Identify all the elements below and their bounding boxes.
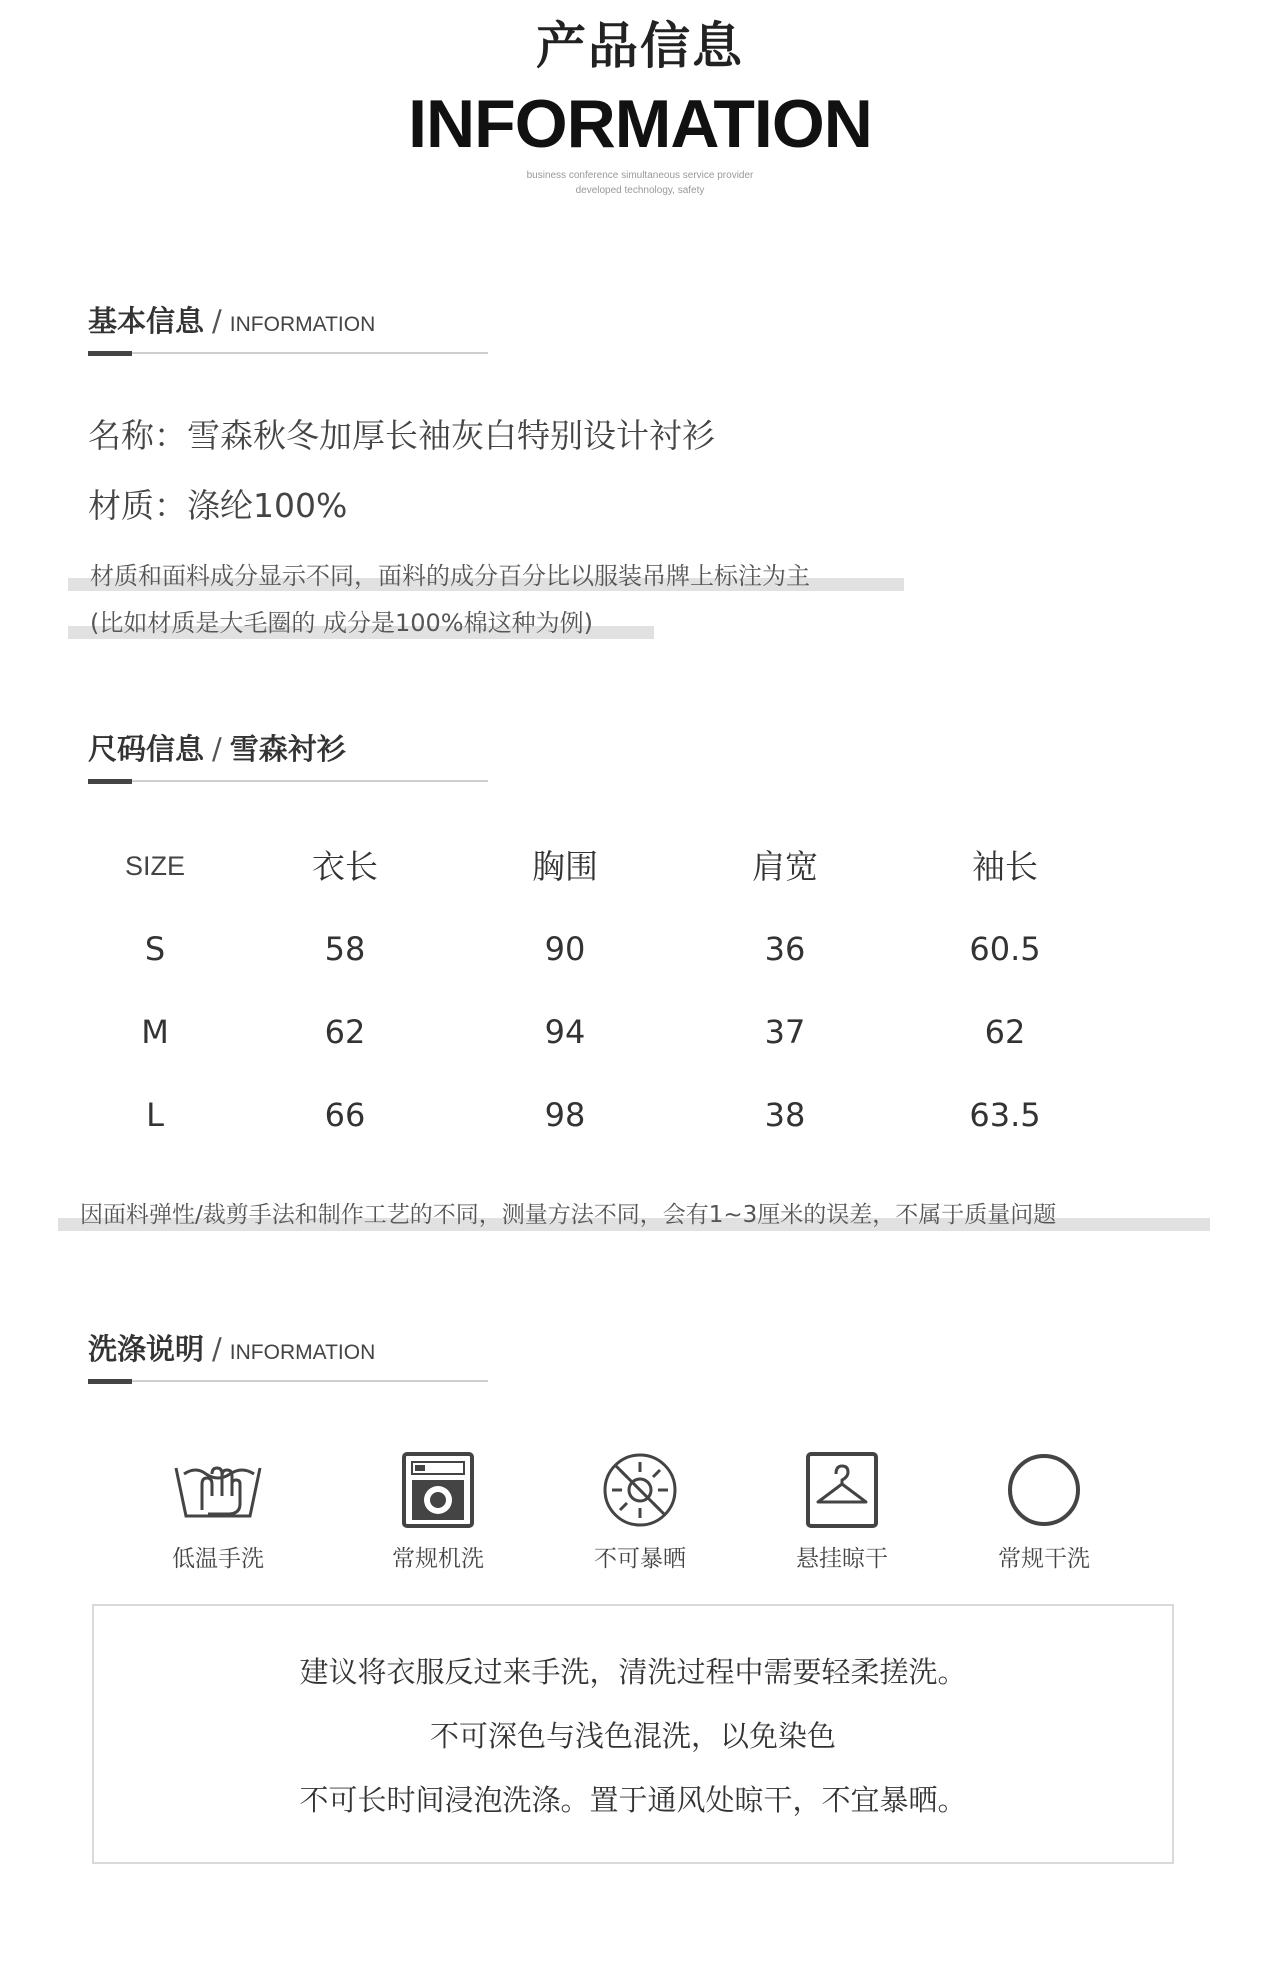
- care-label: 常规机洗: [392, 1546, 484, 1572]
- column-header: 胸围: [532, 847, 598, 886]
- page-subtitle: [0, 168, 1280, 198]
- table-cell: 38: [764, 1096, 806, 1134]
- section-title-cn: 基本信息: [88, 304, 205, 338]
- table-cell: 36: [764, 930, 806, 968]
- advice-line: 建议将衣服反过来手洗，清洗过程中需要轻柔搓洗。: [299, 1655, 967, 1689]
- hanger-icon: [796, 1450, 888, 1530]
- section-accent-bar: [88, 1379, 132, 1384]
- section-separator: /: [212, 1332, 222, 1366]
- table-cell: 90: [544, 930, 586, 968]
- section-heading-basic-info: [88, 294, 488, 354]
- table-cell: 58: [324, 930, 366, 968]
- size-note: 因面料弹性/裁剪手法和制作工艺的不同，测量方法不同，会有1~3厘米的误差，不属于质量问题: [80, 1202, 1057, 1228]
- section-accent-bar: [88, 779, 132, 784]
- section-heading-size-info: [88, 722, 488, 782]
- column-header: 袖长: [972, 847, 1038, 886]
- table-row: [70, 1074, 1100, 1157]
- care-label: 不可暴晒: [594, 1546, 686, 1572]
- no-sun-icon: [594, 1450, 686, 1530]
- dry-clean-icon: [998, 1450, 1090, 1530]
- care-item-hand-wash: [148, 1450, 288, 1573]
- table-row: [70, 991, 1100, 1074]
- material-note-line-2: (比如材质是大毛圈的 成分是100%棉这种为例): [90, 609, 593, 637]
- table-cell: 98: [544, 1096, 586, 1134]
- section-title-en: INFORMATION: [229, 313, 376, 336]
- care-item-machine-wash: [368, 1450, 508, 1573]
- table-cell: 37: [764, 1013, 806, 1051]
- advice-line: 不可深色与浅色混洗，以免染色: [429, 1719, 836, 1753]
- care-item-hang-dry: [772, 1450, 912, 1573]
- section-divider: [88, 780, 488, 782]
- material-note-line-1: 材质和面料成分显示不同，面料的成分百分比以服装吊牌上标注为主: [90, 562, 810, 590]
- page-title-cn: 产品信息: [536, 17, 744, 75]
- page-title-en: INFORMATION: [408, 86, 872, 162]
- care-item-no-sun: [570, 1450, 710, 1573]
- subtitle-line-1: business conference simultaneous service provider: [526, 170, 754, 181]
- washing-machine-icon: [392, 1450, 484, 1530]
- care-label: 常规干洗: [998, 1546, 1090, 1572]
- table-cell: 62: [984, 1013, 1026, 1051]
- table-cell: 66: [324, 1096, 366, 1134]
- product-name: 名称：雪森秋冬加厚长袖灰白特别设计衬衫: [88, 416, 715, 455]
- care-label: 低温手洗: [172, 1546, 264, 1572]
- table-cell: 60.5: [969, 930, 1041, 968]
- section-separator: /: [212, 304, 222, 338]
- table-cell: M: [141, 1013, 169, 1051]
- column-header: 肩宽: [752, 847, 818, 886]
- table-cell: 62: [324, 1013, 366, 1051]
- wash-advice-box: [92, 1604, 1174, 1864]
- care-item-dry-clean: [974, 1450, 1114, 1573]
- table-cell: S: [144, 930, 166, 968]
- advice-line: 不可长时间浸泡洗涤。置于通风处晾干，不宜暴晒。: [299, 1783, 967, 1817]
- product-material: 材质：涤纶100%: [88, 486, 348, 525]
- table-cell: 94: [544, 1013, 586, 1051]
- section-heading-wash-info: [88, 1322, 488, 1382]
- section-title-cn: 尺码信息: [88, 732, 205, 766]
- table-row: [70, 908, 1100, 991]
- care-label: 悬挂晾干: [796, 1546, 888, 1572]
- subtitle-line-2: developed technology, safety: [575, 185, 705, 196]
- size-table-header: [70, 825, 1100, 908]
- section-divider: [88, 352, 488, 354]
- table-cell: 63.5: [969, 1096, 1041, 1134]
- section-accent-bar: [88, 351, 132, 356]
- section-divider: [88, 1380, 488, 1382]
- section-separator: /: [212, 732, 222, 766]
- table-cell: L: [146, 1096, 164, 1134]
- column-header: 衣长: [312, 847, 378, 886]
- section-title-sub: 雪森衬衫: [229, 732, 346, 766]
- size-table: [70, 825, 1100, 1157]
- hand-wash-icon: [172, 1450, 264, 1530]
- section-title-en: INFORMATION: [229, 1341, 376, 1364]
- column-header: SIZE: [124, 851, 185, 881]
- section-title-cn: 洗涤说明: [88, 1332, 205, 1366]
